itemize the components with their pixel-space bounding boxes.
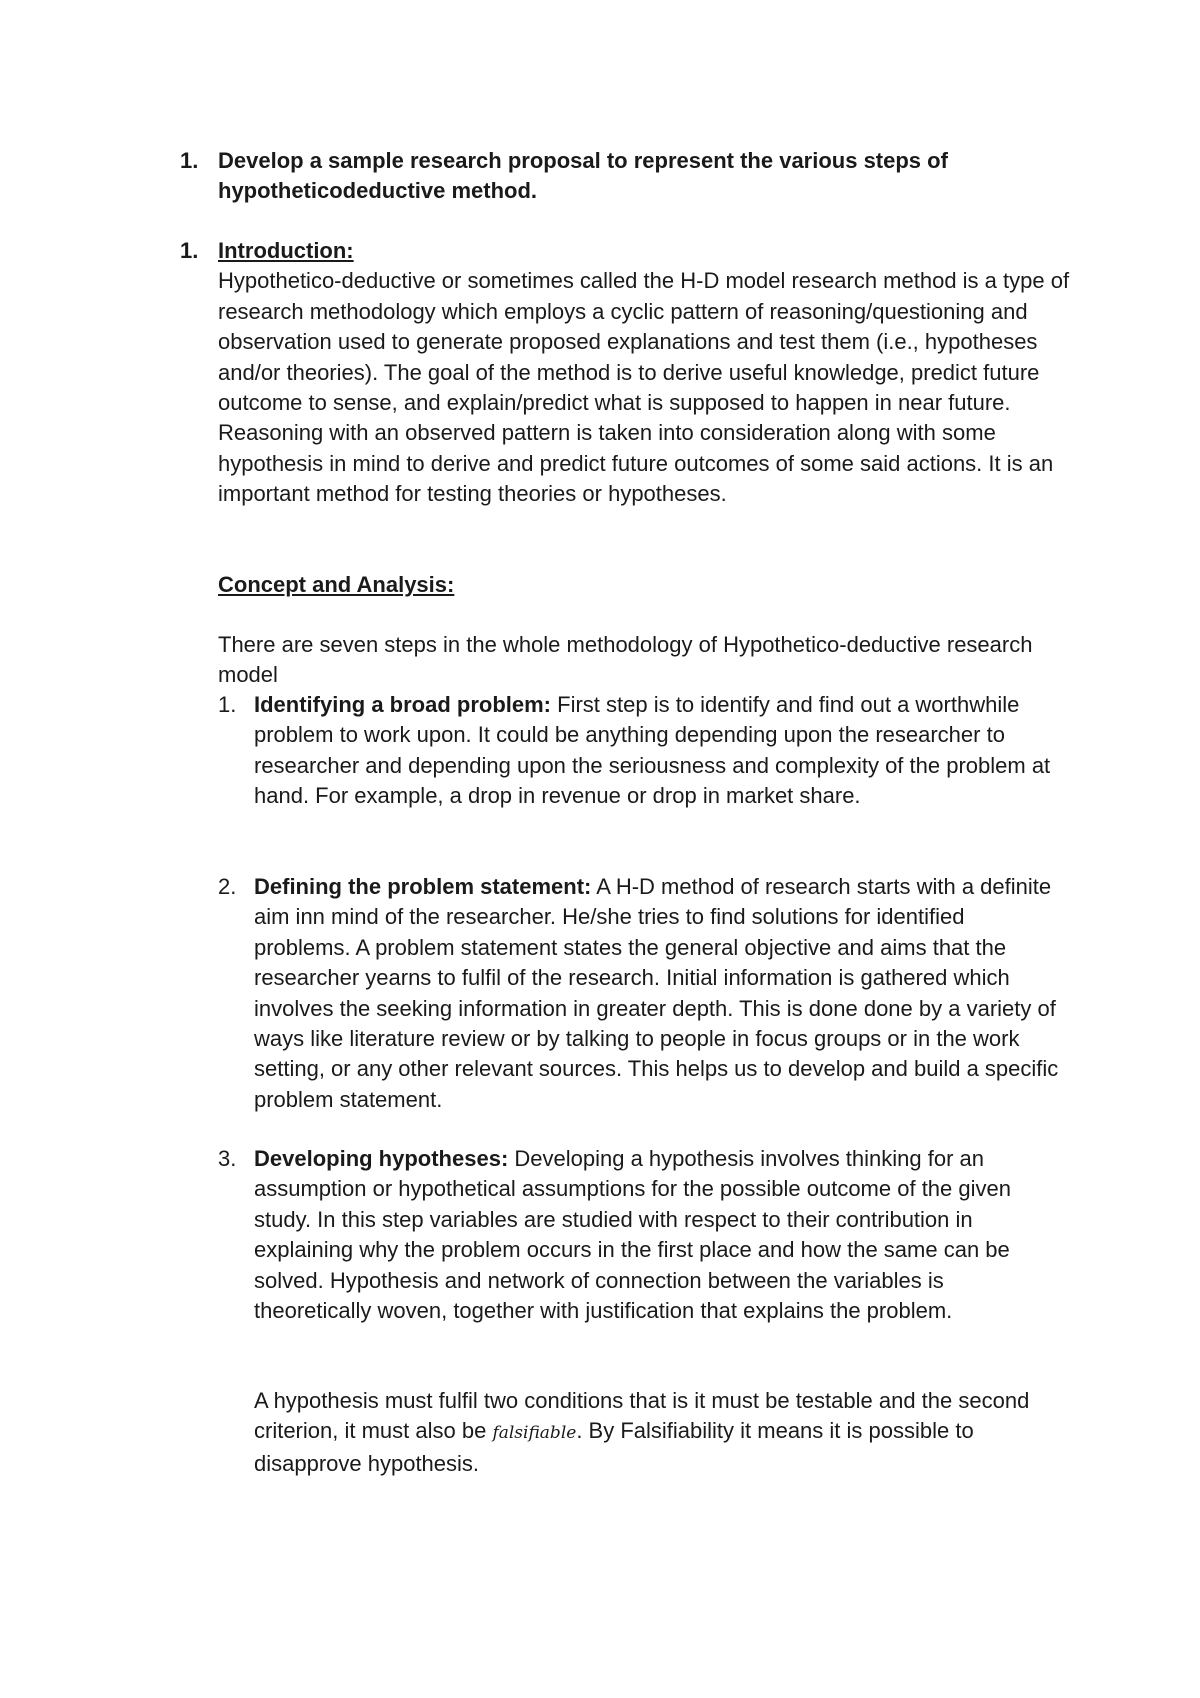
question-title: Develop a sample research proposal to represent the various steps of hypotheticodeductive method. xyxy=(218,148,948,204)
falsifiability-text-before: A hypothesis must fulfil two conditions that is it must be testable and the second criterion, it must also be xyxy=(254,1388,1030,1444)
step-number-1: 1. xyxy=(218,692,237,717)
step-term-3: Developing hypotheses: xyxy=(254,1146,509,1171)
step-text-3: Developing a hypothesis involves thinking for an assumption or hypothetical assumptions for the possible outcome of the given study. In this step variables are studied with respect to their contribution in explaining why the problem occurs in the first place and how the same can be solved. Hypothesis and network of connection between the variables is theoretically woven, together with justification that explains the problem. xyxy=(254,1146,1011,1324)
step-term-2: Defining the problem statement: xyxy=(254,874,592,899)
concept-heading: Concept and Analysis: xyxy=(218,572,455,597)
step-term-1: Identifying a broad problem: xyxy=(254,692,552,717)
falsifiable-term: falsifiable xyxy=(492,1423,577,1444)
falsifiability-text-after: . By Falsifiability it means it is possible to disapprove hypothesis. xyxy=(254,1418,974,1476)
intro-section xyxy=(218,236,1070,510)
intro-body: Hypothetico-deductive or sometimes called the H-D model research method is a type of research methodology which employs a cyclic pattern of reasoning/questioning and observation used to generate proposed explanations and test them (i.e., hypotheses and/or theories). The goal of the method is to derive useful knowledge, predict future outcome to sense, and explain/predict what is supposed to happen in near future. Reasoning with an observed pattern is taken into consideration along with some hypothesis in mind to derive and predict future outcomes of some said actions. It is an important method for testing theories or hypotheses. xyxy=(218,268,1070,507)
question-number: 1. xyxy=(180,148,199,173)
step-text-2: A H-D method of research starts with a definite aim inn mind of the researcher. He/she tries to find solutions for identified problems. A problem statement states the general objective and aims that the researcher yearns to fulfil of the research. Initial information is gathered which involves the seeking information in greater depth. This is done done by a variety of ways like literature review or by talking to people in focus groups or in the work setting, or any other relevant sources. This helps us to develop and build a specific problem statement. xyxy=(254,874,1059,1112)
step-number-3: 3. xyxy=(218,1146,237,1171)
step-text-1: First step is to identify and find out a worthwhile problem to work upon. It could be anything depending upon the researcher to researcher and depending upon the seriousness and complexity of the problem at hand. For example, a drop in revenue or drop in market share. xyxy=(254,692,1051,809)
step-1 xyxy=(254,690,1064,812)
step-2 xyxy=(254,872,1064,1115)
step-3 xyxy=(254,1144,1064,1326)
concept-lead: There are seven steps in the whole methodology of Hypothetico-deductive research model xyxy=(218,632,1033,688)
intro-number: 1. xyxy=(180,238,199,263)
falsifiability-paragraph xyxy=(254,1386,1064,1479)
intro-heading: Introduction: xyxy=(218,238,354,263)
step-number-2: 2. xyxy=(218,874,237,899)
